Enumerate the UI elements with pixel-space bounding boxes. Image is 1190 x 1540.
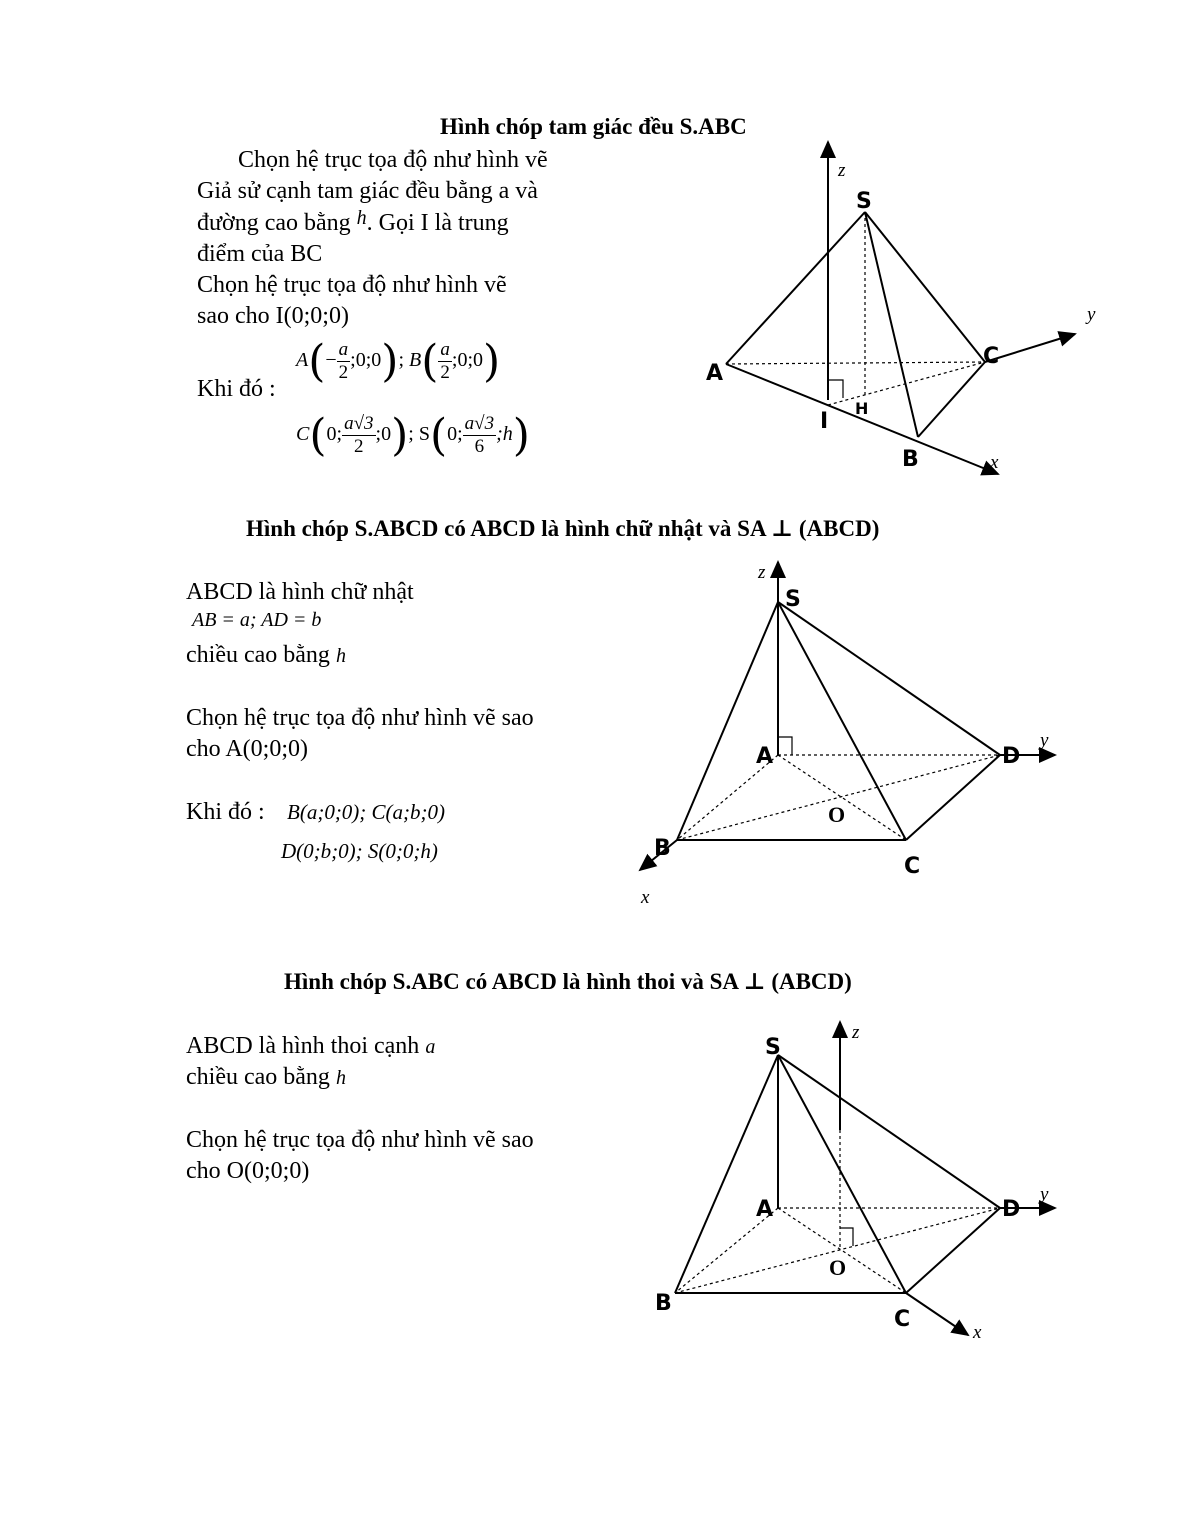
s1-label-A: A	[706, 361, 724, 386]
s3-line3: Chọn hệ trục tọa độ như hình vẽ sao	[186, 1127, 534, 1153]
s3-label-B: B	[655, 1291, 672, 1316]
s2-coords2-text: D(0;b;0); S(0;0;h)	[281, 839, 438, 863]
s1-A-rest: ;0;0	[350, 349, 382, 372]
s1-S-den: 6	[474, 436, 485, 457]
section2-title: Hình chóp S.ABCD có ABCD là hình chữ nhật và SA ⊥ (ABCD)	[246, 516, 880, 541]
s1-line6: sao cho I(0;0;0)	[197, 303, 349, 329]
s1-C-rest: ;0	[375, 423, 392, 446]
s1-sep2: ;	[408, 423, 414, 446]
s3-label-C: C	[894, 1307, 911, 1332]
s2-label-x: x	[641, 887, 650, 908]
s3-dash-AC	[778, 1208, 906, 1293]
s1-khi-do: Khi đó :	[197, 376, 276, 402]
s1-coords-ab: A(− $\frac{a}{2}$ ;0;0); B( $\frac{a}{2}$ ;0;0)	[296, 336, 501, 387]
s1-label-H: H	[855, 399, 869, 418]
s3-edge-SB	[675, 1055, 778, 1293]
s2-label-D: D	[1002, 744, 1021, 769]
s1-C-name: C	[296, 423, 310, 446]
s1-line4: điểm của BC	[197, 241, 323, 267]
s2-label-S: S	[785, 587, 801, 612]
s2-coords1-text: B(a;0;0); C(a;b;0)	[287, 800, 446, 824]
s1-label-x: x	[990, 452, 999, 473]
s3-label-A: A	[756, 1197, 774, 1222]
s1-line3-h: h	[356, 207, 367, 229]
s3-edge-CD	[906, 1208, 1000, 1293]
s3-label-S: S	[765, 1035, 781, 1060]
s2-label-C: C	[904, 854, 921, 879]
s1-A-name: A	[296, 349, 309, 372]
s1-label-y: y	[1087, 304, 1096, 325]
s3-x-axis	[906, 1293, 968, 1335]
s3-dash-BD	[675, 1208, 1000, 1293]
s1-line5: Chọn hệ trục tọa độ như hình vẽ	[197, 272, 507, 298]
s2-line5: cho A(0;0;0)	[186, 736, 308, 762]
s1-B-num: a	[440, 339, 450, 360]
s1-B-name: B	[409, 349, 422, 372]
s3-label-D: D	[1002, 1197, 1021, 1222]
s1-label-S: S	[856, 189, 872, 214]
s3-label-x: x	[973, 1322, 982, 1343]
s1-A-num: a	[338, 339, 349, 360]
s2-line1: ABCD là hình chữ nhật	[186, 579, 414, 605]
s2-khi-do: Khi đó :	[186, 799, 265, 825]
s3-edge-SD	[778, 1055, 1000, 1208]
s1-S-first: 0;	[447, 423, 463, 446]
s1-C-first: 0;	[326, 423, 343, 446]
s1-S-num: a√3	[464, 413, 495, 434]
s1-A-den: 2	[338, 362, 349, 383]
s2-line3-a: chiều cao bằng	[186, 642, 330, 668]
s1-label-B: B	[902, 447, 919, 472]
s1-label-z: z	[838, 160, 846, 181]
s1-coords-cs: C(0; $\frac{a√3}{2}$ ;0); S(0; $\frac{a√3}{6}$ ;h)	[296, 410, 530, 461]
s1-S-name: S	[418, 423, 430, 446]
s1-line3-b: . Gọi I là trung	[366, 210, 509, 236]
s2-line3-h: h	[335, 645, 346, 667]
s3-line1-b: a	[425, 1036, 436, 1058]
s1-C-den: 2	[354, 436, 364, 457]
s2-label-O: O	[828, 802, 846, 827]
s3-label-z: z	[852, 1022, 860, 1043]
s3-line4: cho O(0;0;0)	[186, 1158, 310, 1184]
s3-line1-a: ABCD là hình thoi cạnh	[186, 1033, 420, 1059]
s1-C-num: a√3	[344, 413, 374, 434]
section3-title: Hình chóp S.ABC có ABCD là hình thoi và SA ⊥ (ABCD)	[284, 969, 852, 994]
s3-label-O: O	[829, 1255, 847, 1280]
s1-line1: Chọn hệ trục tọa độ như hình vẽ	[238, 147, 548, 173]
s1-sep1: ;	[398, 349, 405, 372]
s1-label-C: C	[983, 344, 1000, 369]
s2-label-B: B	[654, 836, 671, 861]
s1-S-rest: ;h	[496, 423, 513, 446]
section1-title: Hình chóp tam giác đều S.ABC	[440, 114, 747, 139]
s3-line2-a: chiều cao bằng	[186, 1064, 330, 1090]
s2-label-y: y	[1040, 730, 1049, 751]
s1-label-I: I	[820, 409, 829, 434]
s3-label-y: y	[1040, 1184, 1049, 1205]
s1-line3-a: đường cao bằng	[197, 210, 351, 236]
s2-line2-text: AB = a; AD = b	[192, 609, 322, 631]
s3-line2-b: h	[335, 1067, 346, 1089]
s1-A-sign: −	[325, 349, 337, 372]
s1-B-den: 2	[440, 362, 450, 383]
s3-right-angle	[840, 1228, 853, 1246]
s1-B-rest: ;0;0	[451, 349, 484, 372]
s2-line4: Chọn hệ trục tọa độ như hình vẽ sao	[186, 705, 534, 731]
s1-line2: Giả sử cạnh tam giác đều bằng a và	[197, 178, 538, 204]
s2-label-A: A	[756, 744, 774, 769]
s2-label-z: z	[758, 562, 766, 583]
